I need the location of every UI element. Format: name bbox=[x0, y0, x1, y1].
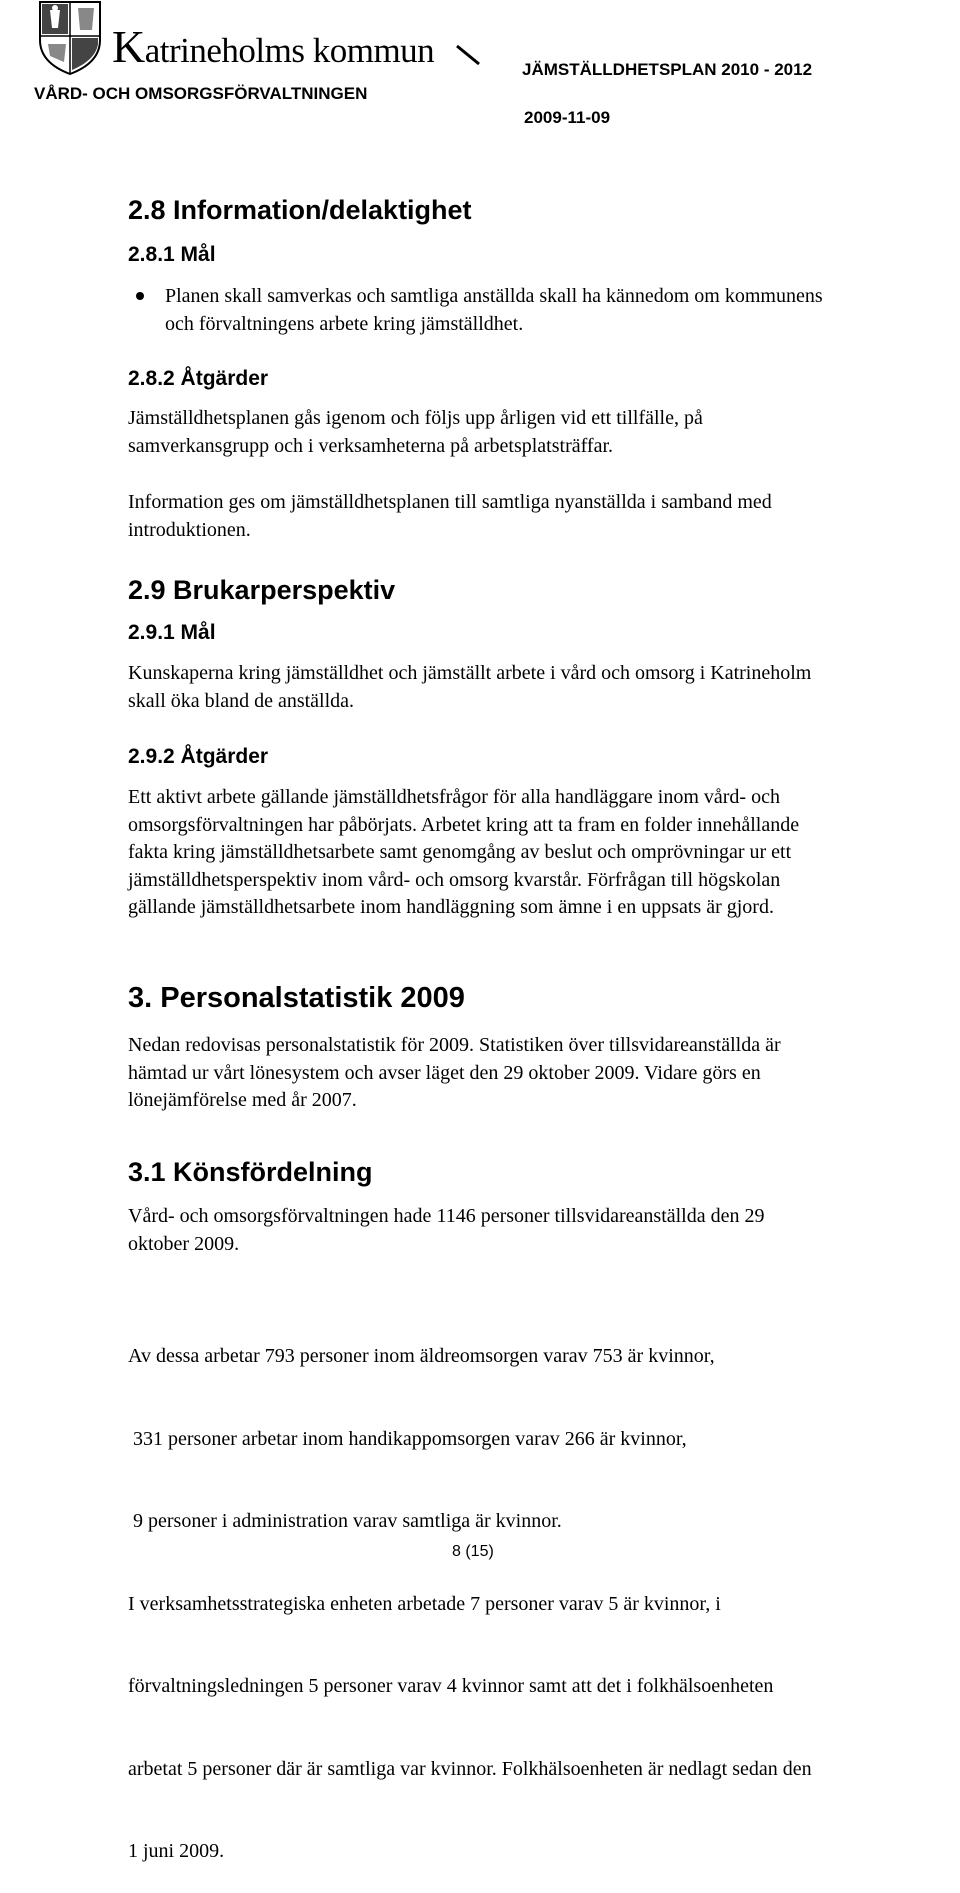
paragraph-3-1-b bbox=[128, 1288, 812, 1893]
bullet-text-2-8-1 bbox=[165, 283, 823, 338]
document-date: 2009-11-09 bbox=[524, 108, 611, 127]
line: 1 juni 2009. bbox=[128, 1840, 225, 1862]
line: Planen skall samverkas och samtliga anställda skall ha kännedom om kommunens bbox=[165, 285, 823, 307]
line: Information ges om jämställdhetsplanen till samtliga nyanställda i samband med bbox=[128, 491, 772, 513]
paragraph-3 bbox=[128, 1032, 781, 1115]
heading-2-9-2: 2.9.2 Åtgärder bbox=[128, 745, 269, 768]
paragraph-2-9-1 bbox=[128, 660, 811, 715]
line: skall öka bland de anställda. bbox=[128, 689, 355, 712]
line: oktober 2009. bbox=[128, 1232, 240, 1255]
heading-3: 3. Personalstatistik 2009 bbox=[128, 982, 465, 1014]
line: hämtad ur vårt lönesystem och avser läget den 29 oktober 2009. Vidare görs en bbox=[128, 1061, 761, 1084]
heading-2-8-1: 2.8.1 Mål bbox=[128, 243, 216, 266]
heading-2-8: 2.8 Information/delaktighet bbox=[128, 195, 472, 225]
line: Ett aktivt arbete gällande jämställdhetsfrågor för alla handläggare inom vård- och bbox=[128, 786, 780, 808]
line: Jämställdhetsplanen gås igenom och följs upp årligen vid ett tillfälle, på bbox=[128, 407, 703, 429]
line: introduktionen. bbox=[128, 518, 251, 541]
brand-initial: K bbox=[112, 21, 145, 72]
line: och förvaltningens arbete kring jämställdhet. bbox=[165, 312, 524, 335]
paragraph-2-8-2-a bbox=[128, 405, 703, 460]
paragraph-3-1-a bbox=[128, 1203, 765, 1258]
line: samverkansgrupp och i verksamheterna på arbetsplatsträffar. bbox=[128, 434, 613, 457]
line: Av dessa arbetar 793 personer inom äldreomsorgen varav 753 är kvinnor, bbox=[128, 1345, 715, 1367]
page-number: 8 (15) bbox=[452, 1543, 494, 1560]
heading-2-8-2: 2.8.2 Åtgärder bbox=[128, 367, 269, 390]
line: lönejämförelse med år 2007. bbox=[128, 1089, 357, 1111]
municipal-crest-logo bbox=[36, 0, 104, 76]
line: Kunskaperna kring jämställdhet och jämställt arbete i vård och omsorg i Katrineholm bbox=[128, 662, 812, 684]
line: 9 personer i administration varav samtliga är kvinnor. bbox=[128, 1510, 562, 1532]
heading-3-1: 3.1 Könsfördelning bbox=[128, 1157, 373, 1187]
line: gällande jämställdhetsarbete inom handläggning som ämne i en uppsats är gjord. bbox=[128, 896, 774, 918]
line: 331 personer arbetar inom handikappomsorgen varav 266 är kvinnor, bbox=[128, 1427, 687, 1450]
line: jämställdhetsperspektiv inom vård- och omsorg kvarstår. Förfrågan till högskolan bbox=[128, 868, 781, 891]
paragraph-2-9-2 bbox=[128, 784, 799, 922]
brand-rest: atrineholms kommun bbox=[144, 31, 435, 70]
municipality-name bbox=[112, 20, 434, 73]
bullet-dot bbox=[136, 292, 144, 300]
brand-swoosh-icon bbox=[455, 44, 485, 66]
line: Vård- och omsorgsförvaltningen hade 1146 personer tillsvidareanställda den 29 bbox=[128, 1205, 765, 1227]
heading-2-9: 2.9 Brukarperspektiv bbox=[128, 575, 396, 605]
department-name: VÅRD- OCH OMSORGSFÖRVALTNINGEN bbox=[34, 84, 368, 103]
line: I verksamhetsstrategiska enheten arbetade 7 personer varav 5 är kvinnor, i bbox=[128, 1592, 721, 1615]
line: omsorgsförvaltningen har påbörjats. Arbetet kring att ta fram en folder innehållande bbox=[128, 813, 800, 836]
paragraph-2-8-2-b bbox=[128, 489, 772, 544]
line: Nedan redovisas personalstatistik för 2009. Statistiken över tillsvidareanställda är bbox=[128, 1034, 781, 1056]
line: arbetat 5 personer där är samtliga var kvinnor. Folkhälsoenheten är nedlagt sedan den bbox=[128, 1757, 812, 1780]
line: fakta kring jämställdhetsarbete samt genomgång av beslut och omprövningar ur ett bbox=[128, 841, 792, 863]
heading-2-9-1: 2.9.1 Mål bbox=[128, 621, 216, 644]
document-title: JÄMSTÄLLDHETSPLAN 2010 - 2012 bbox=[522, 60, 813, 79]
line: förvaltningsledningen 5 personer varav 4 kvinnor samt att det i folkhälsoenheten bbox=[128, 1675, 774, 1697]
